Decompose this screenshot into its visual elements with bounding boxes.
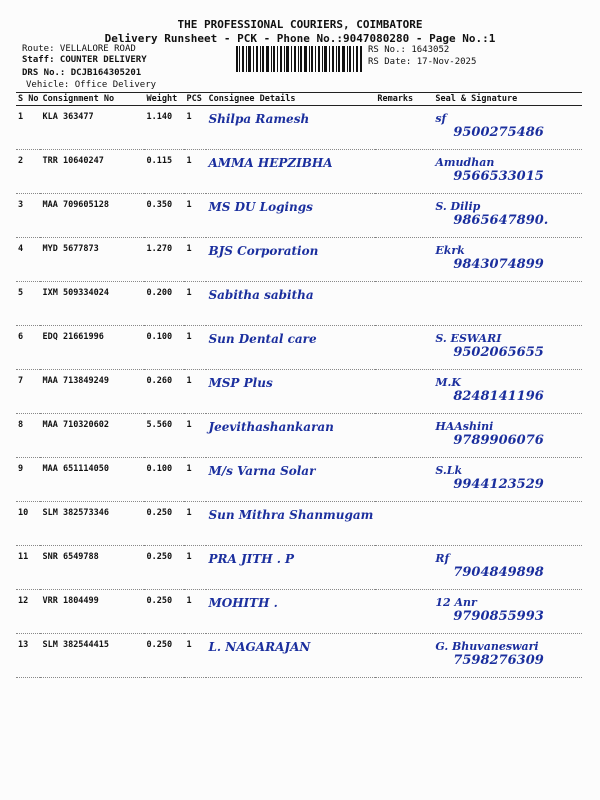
signature-cell (433, 458, 582, 502)
signature-cell (433, 414, 582, 458)
weight-cell: 5.560 (144, 414, 184, 458)
signature-name: S. ESWARI (435, 332, 502, 345)
consignee-cell: MSP Plus (206, 370, 375, 414)
signature-phone: 9789906076 (453, 433, 544, 448)
table-row (16, 590, 582, 634)
runsheet-table (16, 92, 582, 678)
runsheet-subtitle: Delivery Runsheet - PCK - Phone No.:9047080280 - Page No.:1 (104, 32, 496, 45)
consignee-cell: Sun Dental care (206, 326, 375, 370)
weight-cell: 0.100 (144, 326, 184, 370)
pcs-cell: 1 (184, 282, 206, 326)
remarks-cell (375, 326, 433, 370)
table-row (16, 634, 582, 678)
signature-phone: 9790855993 (453, 609, 544, 624)
weight-cell: 1.140 (144, 106, 184, 150)
consignee-cell: PRA JITH . P (206, 546, 375, 590)
signature-name: Ekrk (435, 244, 465, 257)
table-body (16, 106, 582, 678)
signature-cell (433, 590, 582, 634)
pcs-cell: 1 (184, 546, 206, 590)
remarks-cell (375, 238, 433, 282)
col-weight: Weight (144, 93, 184, 106)
weight-cell: 0.100 (144, 458, 184, 502)
pcs-cell: 1 (184, 326, 206, 370)
consignee-cell: MOHITH . (206, 590, 375, 634)
signature-name: S.Lk (435, 464, 463, 477)
signature-phone: 7598276309 (453, 653, 544, 668)
weight-cell: 0.115 (144, 150, 184, 194)
signature-name: HAAshini (435, 420, 494, 433)
remarks-cell (375, 150, 433, 194)
consignment-cell: EDQ 21661996 (40, 326, 144, 370)
remarks-cell (375, 370, 433, 414)
sno-cell: 6 (16, 326, 40, 370)
remarks-cell (375, 282, 433, 326)
table-row (16, 238, 582, 282)
consignee-cell: M/s Varna Solar (206, 458, 375, 502)
signature-name: M.K (435, 376, 461, 389)
weight-cell: 0.250 (144, 634, 184, 678)
pcs-cell: 1 (184, 370, 206, 414)
consignee-cell: L. NAGARAJAN (206, 634, 375, 678)
col-sno: S No (18, 94, 39, 104)
rs-number: RS No.: 1643052 (368, 45, 450, 55)
consignment-cell: MAA 651114050 (40, 458, 144, 502)
signature-phone: 8248141196 (453, 389, 544, 404)
pcs-cell: 1 (184, 634, 206, 678)
signature-cell (433, 326, 582, 370)
signature-phone: 7904849898 (453, 565, 544, 580)
signature-cell (433, 238, 582, 282)
pcs-cell: 1 (184, 194, 206, 238)
col-pcs: PCS (184, 93, 206, 106)
pcs-cell: 1 (184, 590, 206, 634)
consignment-cell: VRR 1804499 (40, 590, 144, 634)
consignment-cell: SLM 382544415 (40, 634, 144, 678)
signature-cell (433, 194, 582, 238)
col-consignee: Consignee Details (206, 93, 375, 106)
weight-cell: 0.250 (144, 546, 184, 590)
table-row (16, 326, 582, 370)
signature-phone: 9500275486 (453, 125, 544, 140)
col-consignment: Consignment No (40, 93, 144, 106)
table-row (16, 458, 582, 502)
weight-cell: 1.270 (144, 238, 184, 282)
signature-cell (433, 502, 582, 546)
sno-cell: 13 (16, 634, 40, 678)
sno-cell: 2 (16, 150, 40, 194)
consignee-cell: BJS Corporation (206, 238, 375, 282)
signature-phone: 9944123529 (453, 477, 544, 492)
pcs-cell: 1 (184, 150, 206, 194)
rs-date: RS Date: 17-Nov-2025 (368, 57, 477, 67)
sno-cell: 8 (16, 414, 40, 458)
consignment-cell: MYD 5677873 (40, 238, 144, 282)
company-title: THE PROFESSIONAL COURIERS, COIMBATORE (177, 18, 423, 31)
route-label: Route: VELLALORE ROAD (22, 44, 136, 54)
sno-cell: 1 (16, 106, 40, 150)
consignee-cell: AMMA HEPZIBHA (206, 150, 375, 194)
consignment-cell: IXM 509334024 (40, 282, 144, 326)
pcs-cell: 1 (184, 238, 206, 282)
sno-cell: 7 (16, 370, 40, 414)
table-row (16, 150, 582, 194)
sno-cell: 4 (16, 238, 40, 282)
signature-name: 12 Anr (435, 596, 477, 609)
vehicle-label: Vehicle: Office Delivery (26, 80, 157, 90)
sno-cell: 3 (16, 194, 40, 238)
signature-name: S. Dilip (435, 200, 481, 213)
weight-cell: 0.350 (144, 194, 184, 238)
consignee-cell: Sun Mithra Shanmugam (206, 502, 375, 546)
sno-cell: 12 (16, 590, 40, 634)
table-row (16, 370, 582, 414)
sno-cell: 5 (16, 282, 40, 326)
signature-cell (433, 634, 582, 678)
pcs-cell: 1 (184, 414, 206, 458)
table-header-row (16, 93, 582, 106)
remarks-cell (375, 634, 433, 678)
consignee-cell: Sabitha sabitha (206, 282, 375, 326)
pcs-cell: 1 (184, 502, 206, 546)
remarks-cell (375, 106, 433, 150)
barcode (236, 46, 362, 72)
consignment-cell: KLA 363477 (40, 106, 144, 150)
weight-cell: 0.250 (144, 590, 184, 634)
table-row (16, 194, 582, 238)
weight-cell: 0.260 (144, 370, 184, 414)
signature-name: Rf (435, 552, 450, 565)
signature-name: G. Bhuvaneswari (435, 640, 539, 653)
consignment-cell: TRR 10640247 (40, 150, 144, 194)
consignment-cell: MAA 710320602 (40, 414, 144, 458)
table-row (16, 414, 582, 458)
signature-cell (433, 282, 582, 326)
table-row (16, 282, 582, 326)
pcs-cell: 1 (184, 106, 206, 150)
signature-cell (433, 546, 582, 590)
consignment-cell: SNR 6549788 (40, 546, 144, 590)
signature-cell (433, 370, 582, 414)
pcs-cell: 1 (184, 458, 206, 502)
signature-name: sf (435, 112, 447, 125)
signature-name: Amudhan (435, 156, 495, 169)
sno-cell: 10 (16, 502, 40, 546)
weight-cell: 0.250 (144, 502, 184, 546)
consignee-cell: Shilpa Ramesh (206, 106, 375, 150)
staff-label: Staff: COUNTER DELIVERY (22, 55, 147, 65)
signature-cell (433, 150, 582, 194)
signature-phone: 9865647890. (453, 213, 549, 228)
sno-cell: 9 (16, 458, 40, 502)
remarks-cell (375, 546, 433, 590)
signature-cell (433, 106, 582, 150)
weight-cell: 0.200 (144, 282, 184, 326)
consignment-cell: MAA 713849249 (40, 370, 144, 414)
table-row (16, 502, 582, 546)
consignment-cell: SLM 382573346 (40, 502, 144, 546)
signature-phone: 9843074899 (453, 257, 544, 272)
table-row (16, 106, 582, 150)
consignee-cell: Jeevithashankaran (206, 414, 375, 458)
col-remarks: Remarks (375, 93, 433, 106)
remarks-cell (375, 502, 433, 546)
remarks-cell (375, 458, 433, 502)
consignee-cell: MS DU Logings (206, 194, 375, 238)
remarks-cell (375, 414, 433, 458)
col-signature: Seal & Signature (433, 93, 582, 106)
drs-number: DRS No.: DCJB164305201 (22, 68, 142, 78)
remarks-cell (375, 194, 433, 238)
table-row (16, 546, 582, 590)
signature-phone: 9502065655 (453, 345, 544, 360)
sno-cell: 11 (16, 546, 40, 590)
remarks-cell (375, 590, 433, 634)
consignment-cell: MAA 709605128 (40, 194, 144, 238)
signature-phone: 9566533015 (453, 169, 544, 184)
